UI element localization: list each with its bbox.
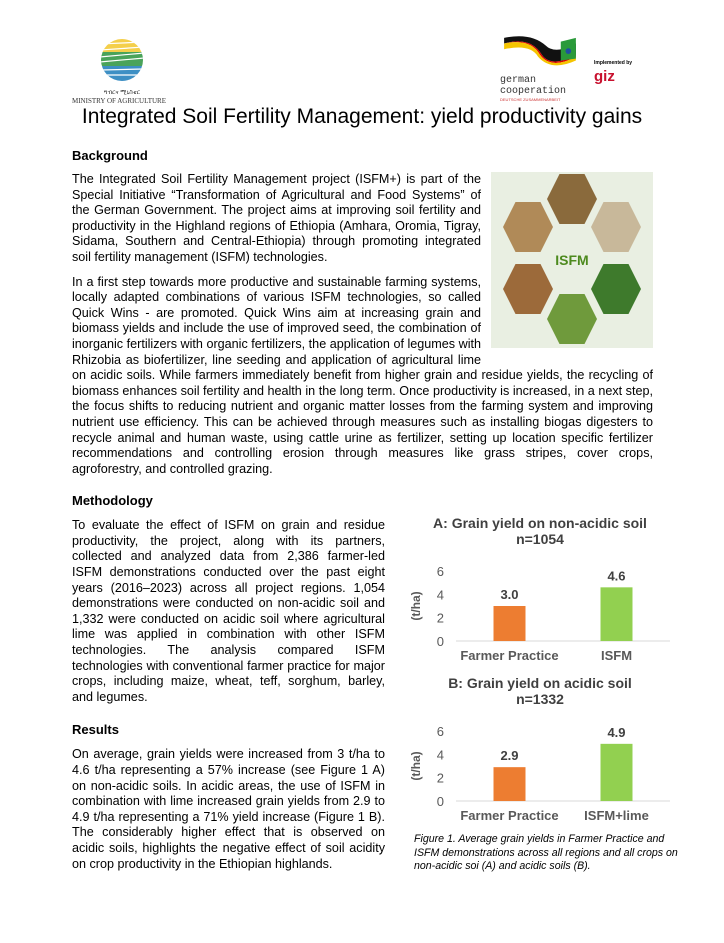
chart-a bbox=[400, 515, 680, 665]
data-label: 3.0 bbox=[500, 587, 519, 603]
background-paragraph-2: In a first step towards more productive and sustainable farming systems, locally adapted combinations of various ISFM technologies, so called Quick Wins - are promoted. Quick Wins aim at increasing grain and biomass yields and include the use of improved seed, the combination of inorganic fertilizers with organic fertilizers, the application of legumes with Rhizobia as biofertilizer, line seeding and application of agricultural lime on acidic soils. While farmers immediately benefit from higher grain and residue yields, the recycling of biomass enhances soil fertility and health in the long term. Once productivity is increased, in a next step, the focus shifts to reducing nutrient and organic matter losses from the farming system and improving nutrient use efficiency. This can be achieved through measures such as installing biogas digesters to recycle animal and human waste, using cattle urine as fertilizer, setting up location specific fertilizer recommendations and controlling erosion through measures like grass stripes, cover crops, agroforestry, and controlled grazing. bbox=[72, 274, 653, 476]
data-label: 2.9 bbox=[500, 748, 519, 764]
chart-b-title: B: Grain yield on acidic soil bbox=[448, 675, 632, 692]
x-tick-label: Farmer Practice bbox=[460, 808, 559, 824]
data-label: 4.9 bbox=[607, 725, 626, 741]
page-title: Integrated Soil Fertility Management: yield productivity gains bbox=[81, 105, 643, 128]
y-axis-label: (t/ha) bbox=[409, 591, 423, 621]
bar bbox=[494, 606, 526, 641]
giz-logo bbox=[594, 60, 632, 85]
x-tick-label: ISFM bbox=[600, 648, 633, 664]
y-tick-label: 6 bbox=[436, 724, 444, 740]
figure-1 bbox=[400, 493, 680, 874]
chart-b bbox=[400, 675, 680, 825]
y-tick-label: 0 bbox=[436, 794, 444, 810]
giz-text: giz bbox=[594, 68, 615, 85]
bar bbox=[494, 767, 526, 801]
bar bbox=[601, 744, 633, 801]
isfm-image-label: ISFM bbox=[555, 252, 589, 268]
german-coop-sub: DEUTSCHE ZUSAMMENARBEIT bbox=[500, 97, 561, 102]
background-heading: Background bbox=[72, 148, 148, 163]
methodology-section bbox=[72, 493, 385, 874]
chart-a-title: A: Grain yield on non-acidic soil bbox=[433, 515, 647, 532]
chart-a-subtitle: n=1054 bbox=[516, 531, 564, 548]
lower-section bbox=[72, 493, 724, 874]
figure-caption: Figure 1. Average grain yields in Farmer Practice and ISFM demonstrations across all regions and all crops on non-acidic soi (A) and acidic soils (B). bbox=[414, 833, 678, 873]
chart-b-subtitle: n=1332 bbox=[516, 691, 564, 708]
y-tick-label: 4 bbox=[436, 747, 444, 763]
results-heading: Results bbox=[72, 722, 119, 738]
y-tick-label: 4 bbox=[436, 587, 444, 603]
x-tick-label: Farmer Practice bbox=[460, 648, 559, 664]
isfm-collage-image bbox=[491, 172, 653, 348]
background-paragraph-1: The Integrated Soil Fertility Management project (ISFM+) is part of the Special Initiative “Transformation of Agricultural and Food Systems” of the German Government. The project aims at improving soil fertility and productivity in the Highland regions of Ethiopia (Amhara, Oromia, Tigray, Sidama, Southern and Central-Ethiopia) through promoting integrated soil fertility management (ISFM) technologies. bbox=[72, 172, 481, 264]
y-tick-label: 6 bbox=[436, 564, 444, 580]
data-label: 4.6 bbox=[607, 568, 626, 584]
chart-b-plot bbox=[400, 707, 680, 825]
y-tick-label: 0 bbox=[436, 634, 444, 650]
flag-swoosh-icon bbox=[500, 36, 580, 70]
moa-amharic-text: ግብርና ሚኒስቴር bbox=[103, 90, 141, 96]
german-cooperation-logo bbox=[500, 36, 584, 103]
y-tick-label: 2 bbox=[436, 610, 444, 626]
results-paragraph: On average, grain yields were increased from 3 t/ha to 4.6 t/ha representing a 57% increase (see Figure 1 A) on non-acidic soils. In acidic areas, the use of ISFM in combination with lime increased grain yields from 2.9 to 4.9 t/ha representing a 71% yield increase (Figure 1 B). The considerably higher effect that is observed on acidic soils, highlights the negative effect of soil acidity on crop productivity in the Ethiopian highlands. bbox=[72, 747, 385, 871]
bar bbox=[601, 588, 633, 642]
implemented-by-text: Implemented by bbox=[594, 60, 633, 66]
german-coop-text: german cooperation bbox=[500, 75, 567, 97]
x-tick-label: ISFM+lime bbox=[584, 808, 649, 824]
moa-emblem-icon bbox=[100, 36, 144, 84]
methodology-heading: Methodology bbox=[72, 493, 153, 509]
chart-a-plot bbox=[400, 547, 680, 665]
page-header bbox=[0, 0, 724, 105]
ministry-of-agriculture-logo bbox=[74, 36, 170, 106]
y-tick-label: 2 bbox=[436, 770, 444, 786]
methodology-paragraph: To evaluate the effect of ISFM on grain and residue productivity, the project, along with its partners, collected and analyzed data from 2,386 farmer-led ISFM demonstrations conducted over the past eight years (2016–2023) across all project regions. 1,054 demonstrations were conducted on non-acidic soil and 1,332 were conducted on acidic soil where agricultural lime was applied in combination with other ISFM technologies. The analysis compared ISFM technologies with conventional farmer practice for major crops, including maize, wheat, teff, sorghum, barley, and legumes. bbox=[72, 518, 385, 704]
moa-logo-text: MINISTRY OF AGRICULTURE bbox=[72, 97, 166, 105]
background-section bbox=[72, 148, 653, 477]
y-axis-label: (t/ha) bbox=[409, 751, 423, 781]
